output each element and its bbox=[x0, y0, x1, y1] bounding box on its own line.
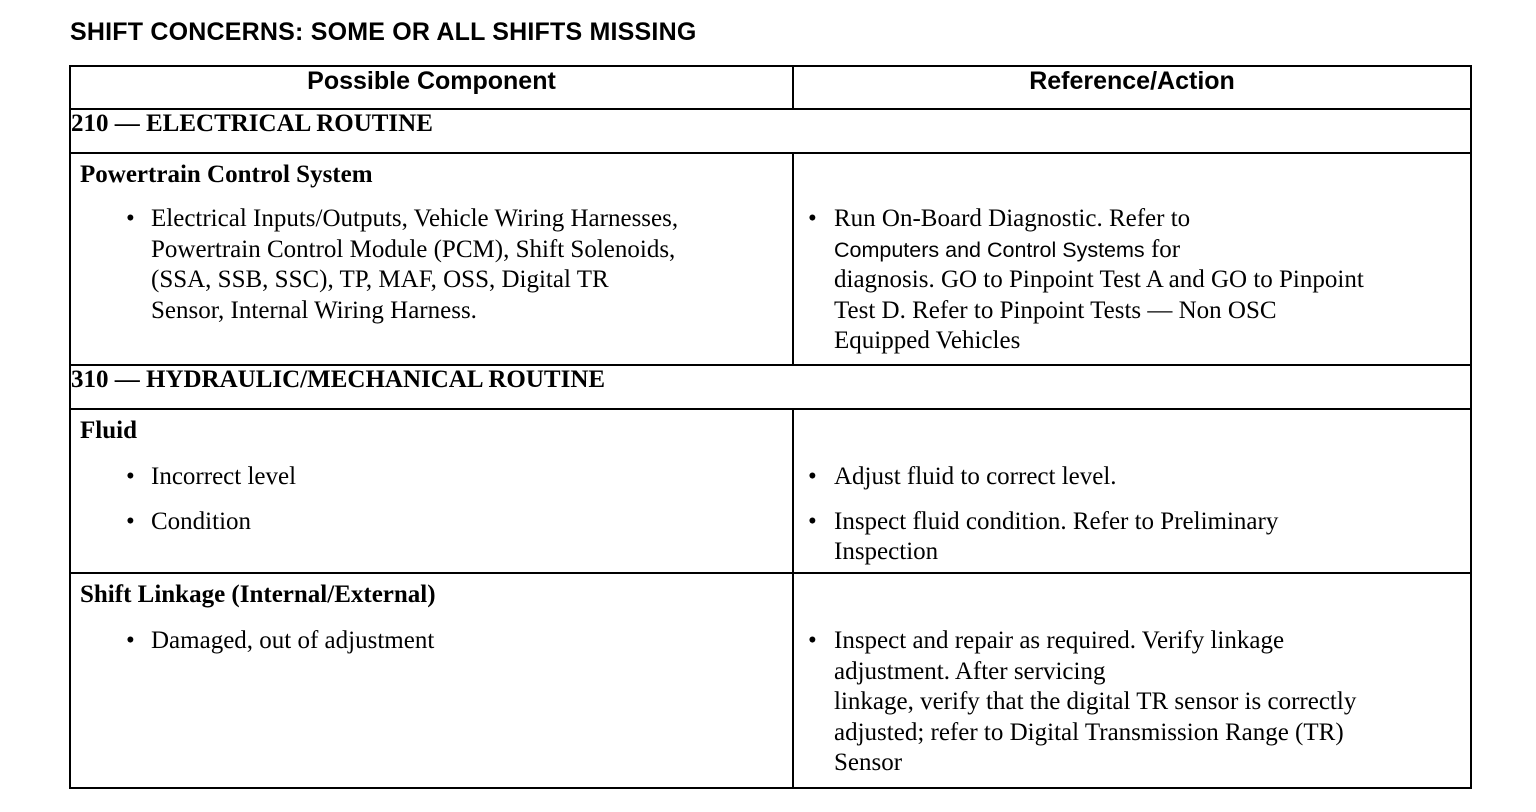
component-title-fluid: Fluid bbox=[80, 417, 137, 444]
section-heading-hydraulic-mechanical-routine: 310 — HYDRAULIC/MECHANICAL ROUTINE bbox=[70, 365, 1471, 409]
item-line: Electrical Inputs/Outputs, Vehicle Wiring Harnesses, bbox=[151, 205, 679, 232]
component-item bbox=[71, 204, 792, 326]
section-row-electrical bbox=[70, 109, 1471, 153]
action-line: Equipped Vehicles bbox=[834, 327, 1021, 354]
column-header-possible-component: Possible Component bbox=[70, 66, 793, 109]
section-row-hydraulic bbox=[70, 365, 1471, 409]
bullet-icon: • bbox=[126, 627, 135, 654]
component-item bbox=[71, 507, 792, 538]
item-line: Sensor, Internal Wiring Harness. bbox=[151, 296, 477, 324]
table-row bbox=[70, 573, 1471, 788]
action-line: Inspect and repair as required. Verify linkage bbox=[834, 627, 1285, 654]
action-line: Inspect fluid condition. Refer to Preliminary bbox=[834, 507, 1279, 535]
action-line: diagnosis. GO to Pinpoint Test A and GO to Pinpoint bbox=[834, 266, 1364, 293]
action-line: Adjust fluid to correct level. bbox=[834, 463, 1117, 490]
action-line: Inspection bbox=[834, 538, 939, 565]
action-line: adjustment. After servicing bbox=[834, 657, 1106, 685]
shift-concerns-table bbox=[69, 65, 1472, 789]
item-line: Damaged, out of adjustment bbox=[151, 627, 435, 654]
action-line: linkage, verify that the digital TR sensor is correctly bbox=[834, 688, 1357, 715]
reference-link-computers-control-systems[interactable]: Computers and Control Systems bbox=[834, 237, 1145, 262]
item-line: Powertrain Control Module (PCM), Shift Solenoids, bbox=[151, 235, 676, 263]
page-title: SHIFT CONCERNS: SOME OR ALL SHIFTS MISSING bbox=[70, 18, 697, 46]
component-title-powertrain-control-system: Powertrain Control System bbox=[80, 161, 373, 188]
action-line: Run On-Board Diagnostic. Refer to bbox=[834, 205, 1191, 232]
component-cell bbox=[70, 153, 793, 365]
component-cell bbox=[70, 573, 793, 788]
bullet-icon: • bbox=[126, 463, 135, 490]
action-text: for bbox=[1144, 235, 1181, 263]
action-line: Test D. Refer to Pinpoint Tests — Non OSC bbox=[834, 296, 1277, 324]
action-line: Sensor bbox=[834, 749, 903, 776]
section-heading-electrical-routine: 210 — ELECTRICAL ROUTINE bbox=[70, 109, 1471, 153]
item-line: Condition bbox=[151, 507, 252, 535]
action-item bbox=[794, 507, 1470, 568]
action-cell bbox=[793, 409, 1471, 573]
action-item bbox=[794, 626, 1470, 779]
bullet-icon: • bbox=[126, 507, 135, 535]
bullet-icon: • bbox=[808, 507, 817, 535]
table-row bbox=[70, 153, 1471, 365]
action-item bbox=[794, 204, 1470, 357]
column-header-reference-action: Reference/Action bbox=[793, 66, 1471, 109]
item-line: Incorrect level bbox=[151, 463, 297, 490]
component-cell bbox=[70, 409, 793, 573]
component-item bbox=[71, 626, 792, 657]
bullet-icon: • bbox=[808, 205, 817, 232]
component-item bbox=[71, 462, 792, 493]
action-item bbox=[794, 462, 1470, 493]
table-header-row bbox=[70, 66, 1471, 109]
action-line: adjusted; refer to Digital Transmission Range (TR) bbox=[834, 718, 1344, 746]
bullet-icon: • bbox=[126, 205, 135, 232]
action-cell bbox=[793, 153, 1471, 365]
bullet-icon: • bbox=[808, 463, 817, 490]
action-cell bbox=[793, 573, 1471, 788]
table-row bbox=[70, 409, 1471, 573]
component-title-shift-linkage: Shift Linkage (Internal/External) bbox=[80, 581, 436, 608]
bullet-icon: • bbox=[808, 627, 817, 654]
item-line: (SSA, SSB, SSC), TP, MAF, OSS, Digital TR bbox=[151, 266, 609, 293]
